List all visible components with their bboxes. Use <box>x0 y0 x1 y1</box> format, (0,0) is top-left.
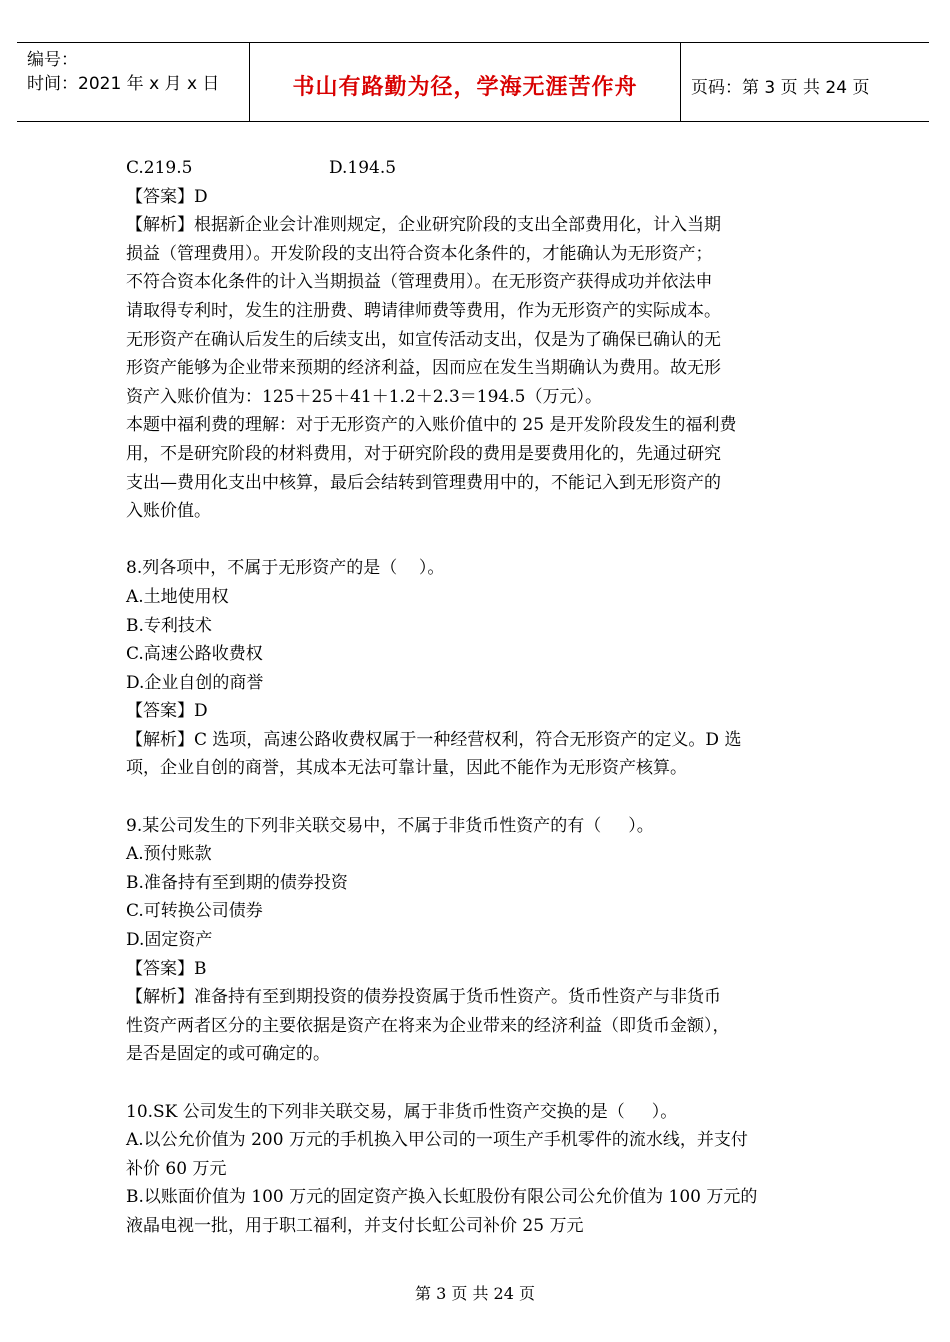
q9-answer: 【答案】B <box>126 958 207 979</box>
q10-option-line: B.以账面价值为 100 万元的固定资产换入长虹股份有限公司公允价值为 100 万元的 <box>126 1187 758 1208</box>
q8-analysis-line: 【解析】C 选项，高速公路收费权属于一种经营权利，符合无形资产的定义。D 选 <box>126 729 742 750</box>
q7-analysis-line: 入账价值。 <box>126 501 211 522</box>
q8-analysis-line: 项，企业自创的商誉，其成本无法可靠计量，因此不能作为无形资产核算。 <box>126 758 687 779</box>
q7-analysis-line: 无形资产在确认后发生的后续支出，如宣传活动支出，仅是为了确保已确认的无 <box>126 329 721 350</box>
q7-analysis-line: 损益（管理费用）。开发阶段的支出符合资本化条件的，才能确认为无形资产； <box>126 243 713 264</box>
q8-option-a: A.土地使用权 <box>126 586 229 607</box>
q8-stem: 8.列各项中，不属于无形资产的是（ ）。 <box>126 558 445 579</box>
document-body <box>126 154 826 1241</box>
q7-answer: 【答案】D <box>126 186 208 207</box>
q7-option-c: C.219.5 <box>126 158 193 178</box>
header-page-info: 页码：第 3 页 共 24 页 <box>691 78 870 98</box>
header-motto-cell <box>250 43 681 121</box>
q8-option-d: D.企业自创的商誉 <box>126 672 264 693</box>
q9-option-b: B.准备持有至到期的债券投资 <box>126 872 348 893</box>
q7-analysis-line: 请取得专利时，发生的注册费、聘请律师费等费用，作为无形资产的实际成本。 <box>126 300 721 321</box>
page-footer: 第 3 页 共 24 页 <box>415 1284 535 1303</box>
q7-analysis-line: 不符合资本化条件的计入当期损益（管理费用）。在无形资产获得成功并依法申 <box>126 272 713 293</box>
q9-analysis-line: 是否是固定的或可确定的。 <box>126 1044 330 1065</box>
document-time-label: 时间：2021 年 x 月 x 日 <box>27 74 220 94</box>
q9-option-c: C.可转换公司债券 <box>126 901 263 922</box>
q7-analysis-line: 【解析】根据新企业会计准则规定，企业研究阶段的支出全部费用化，计入当期 <box>126 215 721 236</box>
q7-analysis-line: 资产入账价值为：125＋25＋41＋1.2＋2.3＝194.5（万元）。 <box>126 386 602 407</box>
q9-option-d: D.固定资产 <box>126 930 213 951</box>
page-header <box>17 42 929 122</box>
q7-analysis-line: 形资产能够为企业带来预期的经济利益，因而应在发生当期确认为费用。故无形 <box>126 358 721 379</box>
q9-analysis-line: 性资产两者区分的主要依据是资产在将来为企业带来的经济利益（即货币金额）， <box>126 1015 730 1036</box>
q10-option-line: A.以公允价值为 200 万元的手机换入甲公司的一项生产手机零件的流水线，并支付 <box>126 1130 748 1151</box>
header-page-cell <box>681 43 929 121</box>
header-meta-cell <box>17 43 250 121</box>
q7-analysis-line: 本题中福利费的理解：对于无形资产的入账价值中的 25 是开发阶段发生的福利费 <box>126 415 737 436</box>
spacer <box>126 1069 826 1098</box>
q10-stem: 10.SK 公司发生的下列非关联交易，属于非货币性资产交换的是（ ）。 <box>126 1101 678 1122</box>
spacer <box>126 526 826 555</box>
q8-option-b: B.专利技术 <box>126 615 212 636</box>
q7-option-d: D.194.5 <box>329 158 397 178</box>
q7-options-row <box>126 154 826 183</box>
q7-analysis-line: 支出—费用化支出中核算，最后会结转到管理费用中的，不能记入到无形资产的 <box>126 472 721 493</box>
q9-option-a: A.预付账款 <box>126 844 212 865</box>
q8-option-c: C.高速公路收费权 <box>126 644 263 665</box>
spacer <box>126 783 826 812</box>
header-motto: 书山有路勤为径，学海无涯苦作舟 <box>292 75 638 100</box>
q8-answer: 【答案】D <box>126 701 208 722</box>
document-number-label: 编号： <box>27 50 78 70</box>
q9-analysis-line: 【解析】准备持有至到期投资的债券投资属于货币性资产。货币性资产与非货币 <box>126 987 721 1008</box>
q7-analysis-line: 用，不是研究阶段的材料费用，对于研究阶段的费用是要费用化的，先通过研究 <box>126 443 721 464</box>
q10-option-line: 补价 60 万元 <box>126 1158 227 1179</box>
q10-option-line: 液晶电视一批，用于职工福利，并支付长虹公司补价 25 万元 <box>126 1215 584 1236</box>
q9-stem: 9.某公司发生的下列非关联交易中，不属于非货币性资产的有（ ）。 <box>126 815 654 836</box>
